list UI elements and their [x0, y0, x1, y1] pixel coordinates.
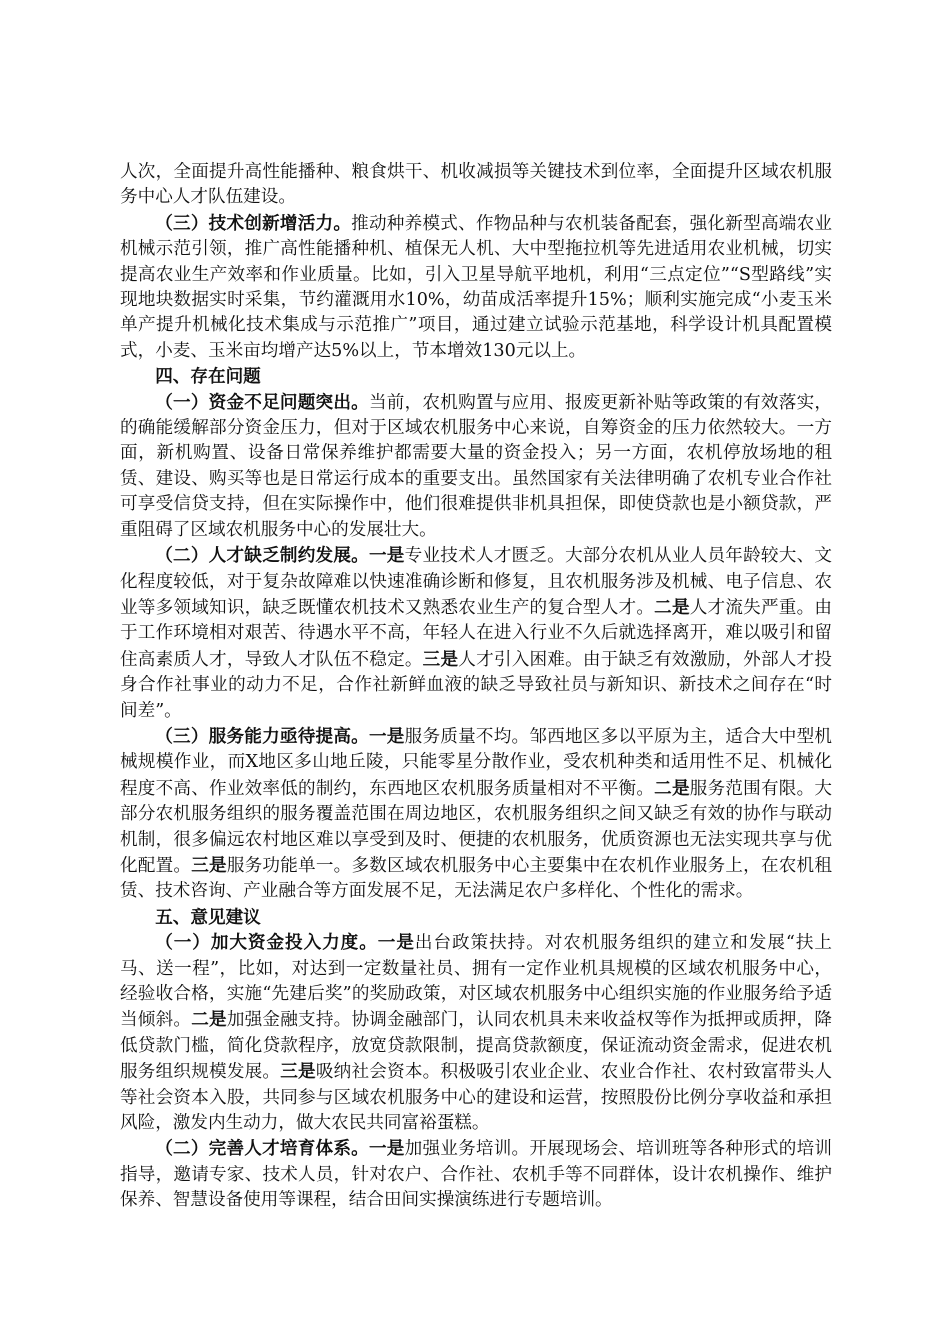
- paragraph-lead: （三）技术创新增活力。: [155, 212, 352, 234]
- paragraph-lead: （一）资金不足问题突出。: [155, 391, 369, 413]
- paragraph-text: 服务质量不均。邹西地区多以平原为主，适合大中型机械规模作业，而X地区多山地丘陵，只能零星分散作业，受农机种类和适用性不足、机械化程度不高、作业效率低的制约，东西地区农机服务质量相对不平衡。: [120, 726, 832, 799]
- paragraph-funding-shortage: [120, 390, 832, 543]
- paragraph-text: 人次，全面提升高性能播种、粮食烘干、机收减损等关键技术到位率，全面提升区域农机服务中心人才队伍建设。: [120, 162, 832, 208]
- paragraph-lead: （三）服务能力亟待提高。: [155, 725, 369, 747]
- paragraph-service-capacity: [120, 724, 832, 905]
- paragraph-text: 人才流失严重。由于工作环境相对艰苦、待遇水平不高，年轻人在进入行业不久后就选择离开，难以吸引和留住高素质人才，导致人才队伍不稳定。: [120, 597, 832, 670]
- paragraph-text: 人才引入困难。由于缺乏有效激励，外部人才投身合作社事业的动力不足，合作社新鲜血液的缺乏导致社员与新知识、新技术之间存在“时间差”。: [120, 649, 832, 721]
- point-marker: 二是: [654, 777, 690, 799]
- paragraph-text: 吸纳社会资本。积极吸引农业企业、农业合作社、农村致富带头人等社会资本入股，共同参与区域农机服务中心的建设和运营，按照股份比例分享收益和承担风险，激发内生动力，做大农民共同富裕蛋糕。: [120, 1062, 832, 1134]
- point-marker: 三是: [422, 648, 459, 670]
- paragraph-continuation: [120, 160, 832, 211]
- paragraph-lead: （二）完善人才培育体系。: [155, 1138, 369, 1160]
- point-marker: 三是: [191, 854, 227, 876]
- paragraph-text: 出台政策扶持。对农机服务组织的建立和发展“扶上马、送一程”，比如，对达到一定数量社员、拥有一定作业机具规模的区域农机服务中心，经验收合格，实施“先建后奖”的奖励政策，对区域农机服务中心组织实施的作业服务给予适当倾斜。: [120, 933, 832, 1031]
- paragraph-funding-investment: [120, 930, 832, 1136]
- paragraph-text: 服务功能单一。多数区域农机服务中心主要集中在农机作业服务上，在农机租赁、技术咨询、产业融合等方面发展不足，无法满足农户多样化、个性化的需求。: [120, 855, 832, 902]
- paragraph-text: 加强金融支持。协调金融部门，认同农机具未来收益权等作为抵押或质押，降低贷款门槛，简化贷款程序，放宽贷款限制，提高贷款额度，保证流动资金需求，促进农机服务组织规模发展。: [120, 1010, 832, 1083]
- paragraph-talent-cultivation: [120, 1136, 832, 1213]
- point-marker: 三是: [280, 1061, 316, 1083]
- section-heading-problems: 四、存在问题: [155, 366, 261, 388]
- point-marker: 一是: [368, 1138, 405, 1160]
- point-marker: 一是: [368, 725, 405, 747]
- point-marker: 二是: [654, 596, 690, 618]
- document-body: [120, 160, 832, 1214]
- paragraph-text: 加强业务培训。开展现场会、培训班等各种形式的培训指导，邀请专家、技术人员，针对农户、合作社、农机手等不同群体，设计农机操作、维护保养、智慧设备使用等课程，结合田间实操演练进行专题培训。: [120, 1139, 832, 1211]
- paragraph-lead: （一）加大资金投入力度。: [155, 932, 378, 954]
- paragraph-text: 服务范围有限。大部分农机服务组织的服务覆盖范围在周边地区，农机服务组织之间又缺乏有效的协作与联动机制，很多偏远农村地区难以享受到及时、便捷的农机服务，优质资源也无法实现共享与优化配置。: [120, 778, 832, 876]
- point-marker: 一是: [368, 545, 405, 567]
- section-heading-suggestions: 五、意见建议: [155, 906, 261, 928]
- paragraph-text: 当前，农机购置与应用、报废更新补贴等政策的有效落实，的确能缓解部分资金压力，但对于区域农机服务中心来说，自筹资金的压力依然较大。一方面，新机购置、设备日常保养维护都需要大量的资金投入；另一方面，农机停放场地的租赁、建设、购买等也是日常运行成本的重要支出。虽然国家有关法律明确了农机专业合作社可享受信贷支持，但在实际操作中，他们很难提供非机具担保，即使贷款也是小额贷款，严重阻碍了区域农机服务中心的发展壮大。: [120, 392, 832, 540]
- point-marker: 二是: [191, 1009, 227, 1031]
- paragraph-tech-innovation: [120, 211, 832, 364]
- paragraph-text: 推动种养模式、作物品种与农机装备配套，强化新型高端农业机械示范引领，推广高性能播种机、植保无人机、大中型拖拉机等先进适用农业机械，切实提高农业生产效率和作业质量。比如，引入卫星导航平地机，利用“三点定位”“S型路线”实现地块数据实时采集，节约灌溉用水10%，幼苗成活率提升15%；顺利实施完成“小麦玉米单产提升机械化技术集成与示范推广”项目，通过建立试验示范基地，科学设计机具配置模式，小麦、玉米亩均增产达5%以上，节本增效130元以上。: [120, 213, 832, 361]
- point-marker: 一是: [377, 932, 415, 954]
- paragraph-text: 专业技术人才匮乏。大部分农机从业人员年龄较大、文化程度较低，对于复杂故障难以快速准确诊断和修复，且农机服务涉及机械、电子信息、农业等多领域知识，缺乏既懂农机技术又熟悉农业生产的复合型人才。: [120, 546, 832, 618]
- paragraph-lead: （二）人才缺乏制约发展。: [155, 545, 369, 567]
- paragraph-talent-shortage: [120, 543, 832, 724]
